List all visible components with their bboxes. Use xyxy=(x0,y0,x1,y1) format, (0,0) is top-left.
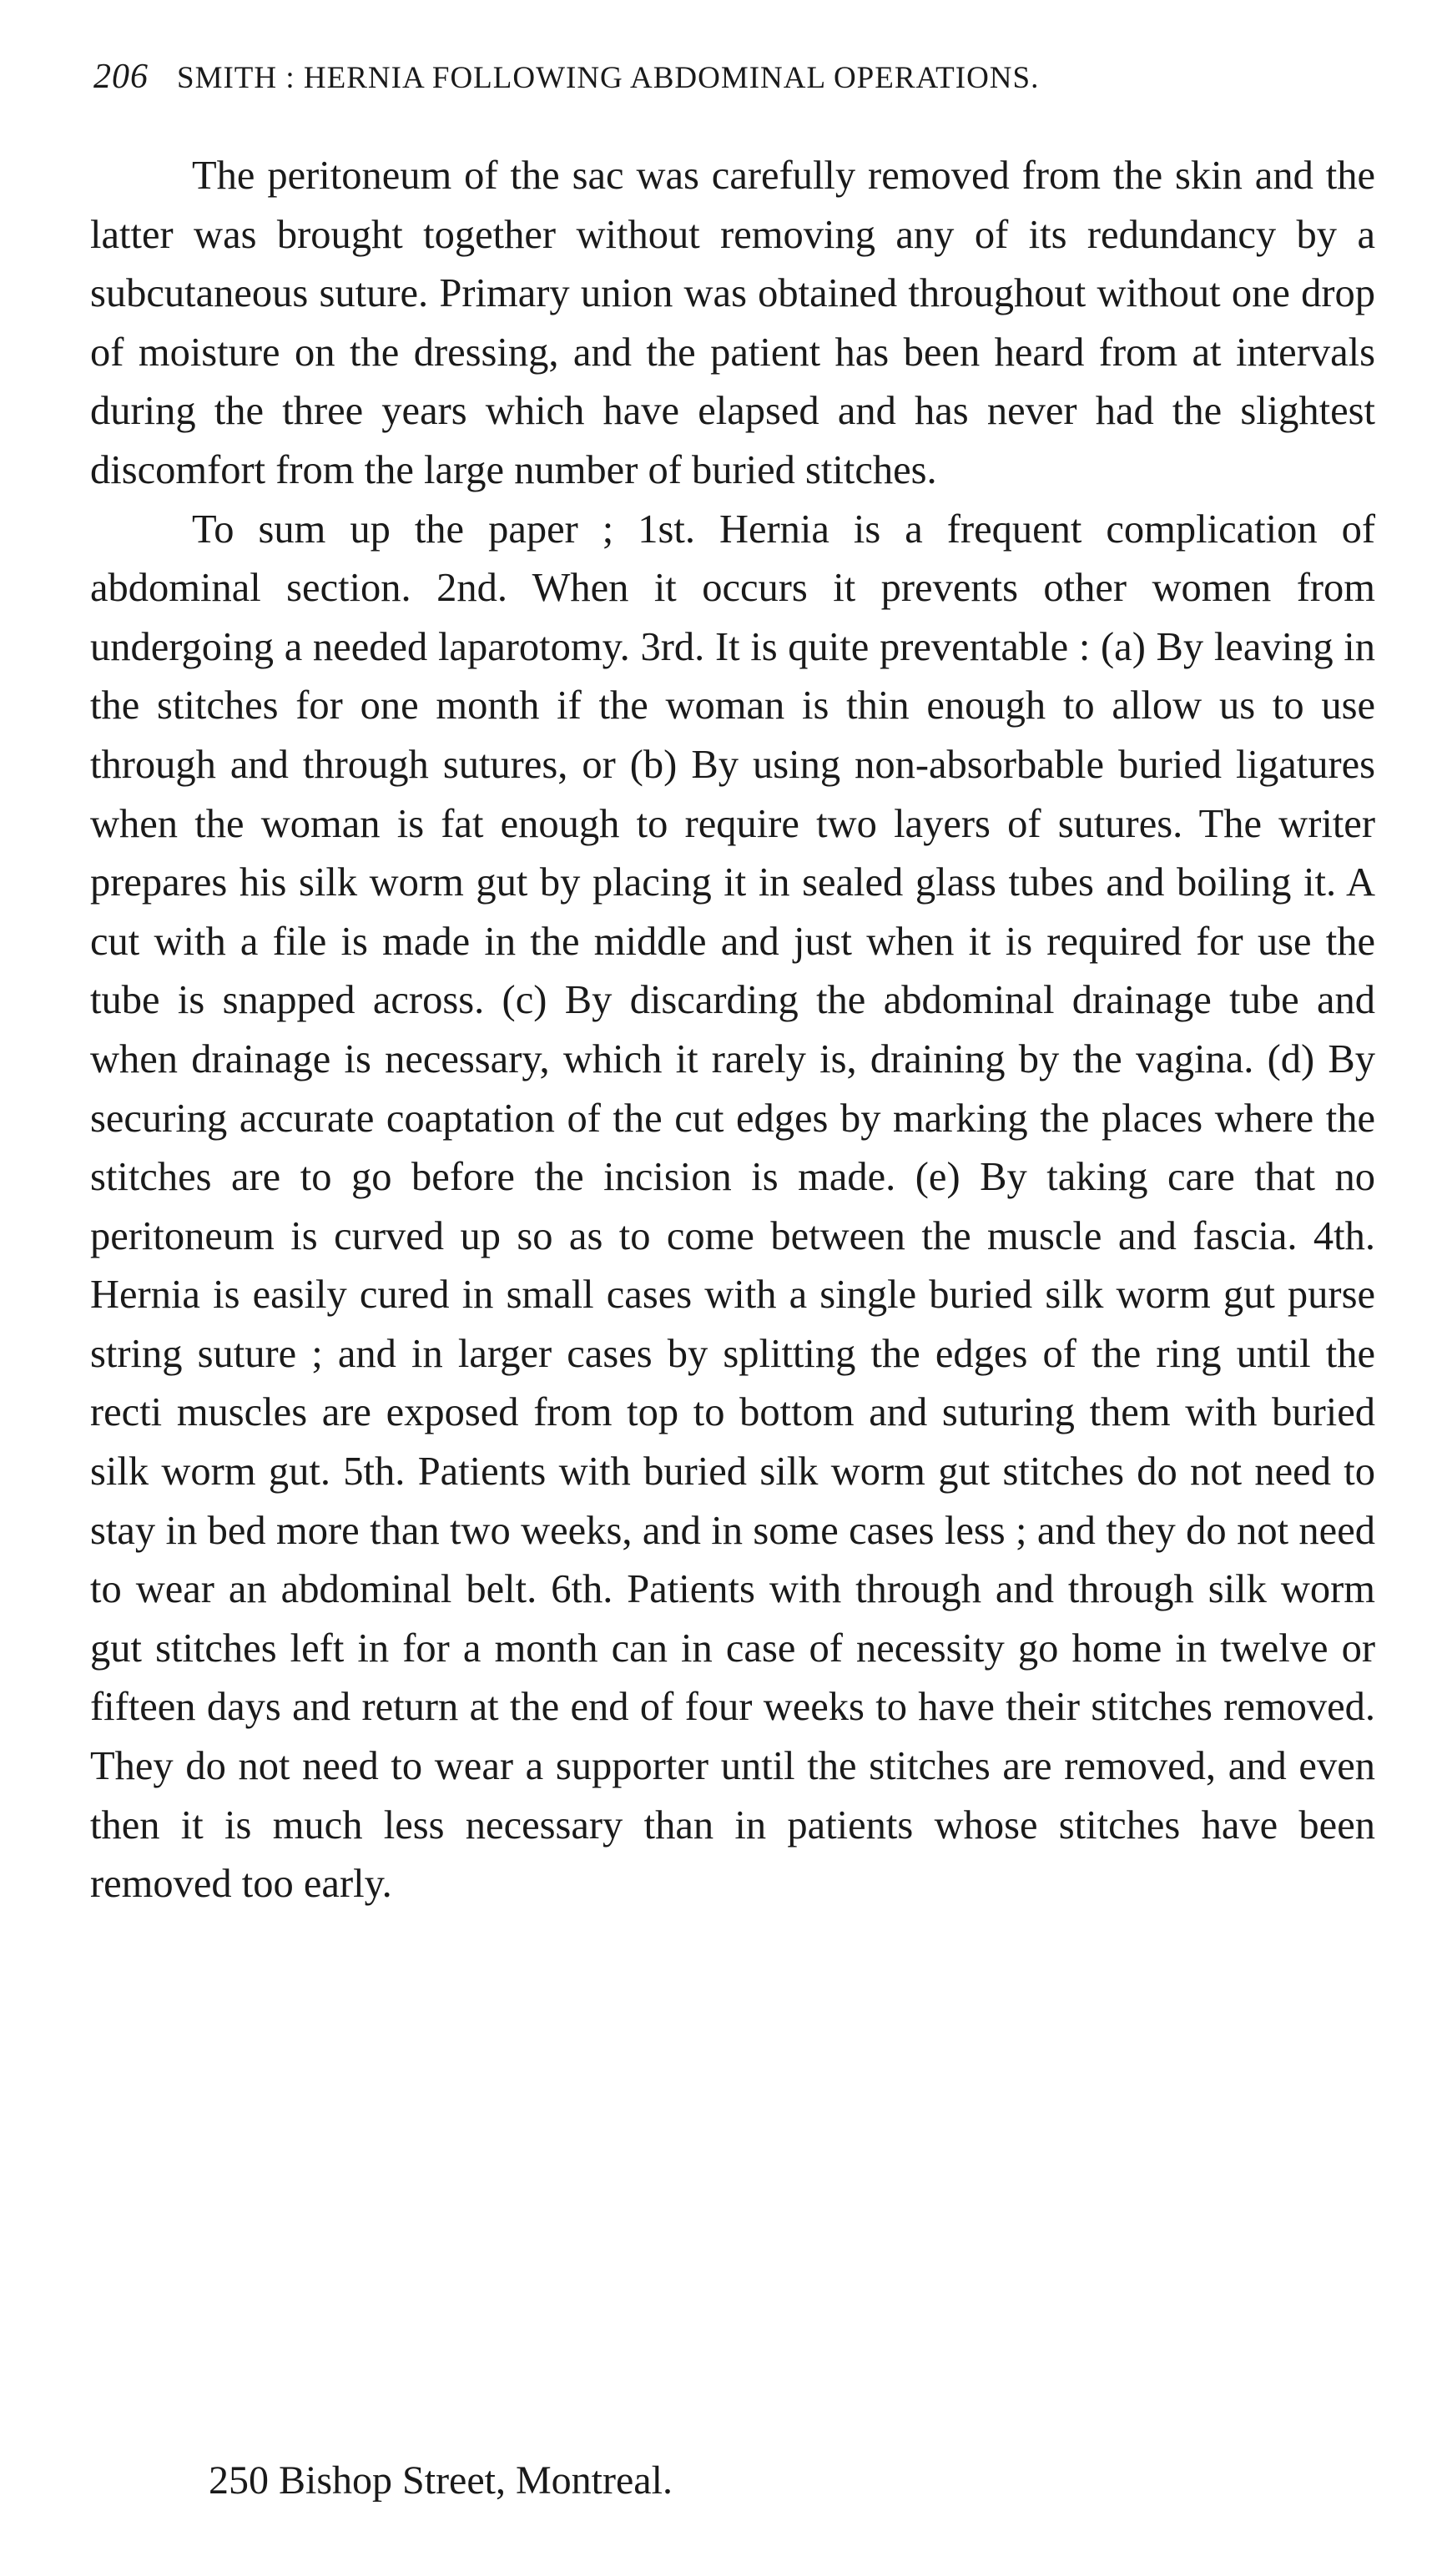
page-number: 206 xyxy=(93,58,149,96)
paragraph-summary: To sum up the paper ; 1st. Hernia is a frequent complication of abdominal section. 2nd. When it occurs it prevents other women from undergoing a needed laparotomy. 3rd. It is quite preventable : (a) By leaving in the stitches for one month if the woman is thin enough to allow us to use through and through sutures, or (b) By using non-absorbable buried ligatures when the woman is fat enough to require two layers of sutures. The writer prepares his silk worm gut by placing it in sealed glass tubes and boiling it. A cut with a file is made in the middle and just when it is required for use the tube is snapped across. (c) By discarding the abdominal drainage tube and when drainage is necessary, which it rarely is, draining by the vagina. (d) By securing accurate coaptation of the cut edges by marking the places where the stitches are to go before the incision is made. (e) By taking care that no peritoneum is curved up so as to come between the muscle and fascia. 4th. Hernia is easily cured in small cases with a single buried silk worm gut purse string suture ; and in larger cases by splitting the edges of the ring until the recti muscles are exposed from top to bottom and suturing them with buried silk worm gut. 5th. Patients with buried silk worm gut stitches do not need to stay in bed more than two weeks, and in some cases less ; and they do not need to wear an abdominal belt. 6th. Patients with through and through silk worm gut stitches left in for a month can in case of necessity go home in twelve or fifteen days and return at the end of four weeks to have their stitches removed. They do not need to wear a supporter until the stitches are removed, and even then it is much less necessary than in patients whose stitches have been removed too early. xyxy=(90,507,1375,1907)
author-address: 250 Bishop Street, Montreal. xyxy=(209,2458,673,2503)
running-head xyxy=(93,57,1379,115)
running-title: SMITH : HERNIA FOLLOWING ABDOMINAL OPERATIONS. xyxy=(177,61,1040,95)
paragraph-sac-closure: The peritoneum of the sac was carefully removed from the skin and the latter was brought together without removing any of its redundancy by a subcutaneous suture. Primary union was obtained throughout without one drop of moisture on the dressing, and the patient has been heard from at intervals during the three years which have elapsed and has never had the slightest discomfort from the large number of buried stitches. xyxy=(90,154,1375,492)
article-body xyxy=(90,147,1375,1914)
